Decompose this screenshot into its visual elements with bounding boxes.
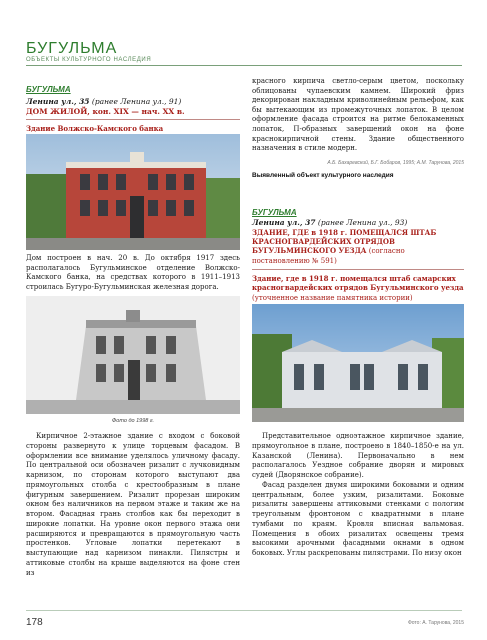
object1-name: ДОМ ЖИЛОЙ, кон. XIX — нач. XX в. [26, 107, 185, 116]
object2-address: Ленина ул., 37 (ранее Ленина ул., 93) [252, 218, 408, 227]
object1-caption: Дом построен в нач. 20 в. До октября 1917 здесь располагалось Бугульминское отделение Волжско-Камского банка, на средствах которого в 1911–1913 строилась Бугуро-Бугульминская железная дорога. [26, 254, 240, 291]
section-title: БУГУЛЬМА [26, 40, 118, 57]
revealed-object-label: Выявленный объект культурного наследия [252, 172, 394, 179]
object1-subname: Здание Волжско-Камского банка [26, 124, 164, 133]
object1-text-continuation: красного кирпича светло-серым цветом, поскольку облицованы чупаевским камнем. Широкий фриз декорирован накладным криволинейным рельефом, как бы вытекающим из промежуточных лопаток. В целом оформление фасада строится на ритме белокаменных лопаток, П-образных завершений окон на фоне краснокирпичной стены. Здание общественного назначения в стиле модерн. [252, 77, 464, 153]
photo-noble-assembly [252, 304, 464, 422]
object1-region: БУГУЛЬМА [26, 85, 71, 94]
object2-description [252, 432, 464, 559]
photo-bank-building [26, 134, 240, 250]
photo-bank-building-archive [26, 296, 240, 414]
footer-divider [26, 610, 462, 611]
header-divider [26, 65, 462, 66]
object1-divider [26, 119, 240, 120]
object2-divider-1 [252, 269, 464, 270]
object1-description: Кирпичное 2-этажное здание с входом с боковой стороны развернуто к улице торцевым фасадом. В оформлении все внимание уделялось уличному фасаду. По центральной оси обозначен ризалит с лучковидным карнизом, по сторонам которого выступают два прямоугольных столба с крестообразным в плане фигурным завершением. Ризалит прорезан широким окном без наличников на первом этаже и таким же на втором. Фасадная грань столбов как бы переходит в широкие лопатки. На уровне окон первого этажа они расширяются и превращаются в прямоугольную часть простенков. Угловые лопатки перетекают в выступающие над карнизом пинакли. Пилястры и аттиковые столбы на крыше выделяются на фоне стен из [26, 432, 240, 577]
object2-paragraph-2: Фасад разделен двумя широкими боковыми и одним центральным, более узким, ризалитами. Боковые ризалиты завершены аттиковыми стенками с пологим треугольным фронтоном с квадратными в плане тумбами по краям. Кровля вписная вальмовая. Помещения в обоих ризалитах освещены тремя высокими арочными фасадными окнами в одном боковых. Углы раскрепованы пилястрами. По низу окон [252, 480, 464, 557]
object1-address: Ленина ул., 35 (ранее Ленина ул., 91) [26, 97, 182, 106]
photo-date-caption: Фото до 1998 г. [111, 418, 155, 424]
section-subtitle: ОБЪЕКТЫ КУЛЬТУРНОГО НАСЛЕДИЯ [26, 57, 152, 63]
photo-credit: Фото: А. Тарунова, 2015 [407, 620, 464, 626]
object2-name: ЗДАНИЕ, ГДЕ в 1918 г. ПОМЕЩАЛСЯ ШТАБ КРАСНОГВАРДЕЙСКИХ ОТРЯДОВ БУГУЛЬМИНСКОГО УЕЗДА (согласно постановлению № 591) [252, 228, 437, 265]
object2-paragraph-1: Представительное одноэтажное кирпичное здание, прямоугольное в плане, построено в 1840–1850-е на ул. Казанской (Ленина). Первоначально в нем располагалось Уездное собрание дворян и мировых судей (Дворянское собрание). [252, 432, 464, 479]
object2-clarified-name: Здание, где в 1918 г. помещался штаб самарских красногвардейских отрядов Бугульминского уезда (уточненное название памятника истории) [252, 274, 464, 302]
page-number: 178 [26, 617, 43, 628]
object2-region: БУГУЛЬМА [252, 208, 297, 217]
object1-credit: А.Б. Бахаревский, Б.Г. Бобаров, 1995; А.М. Тарунова, 2015 [327, 160, 464, 166]
